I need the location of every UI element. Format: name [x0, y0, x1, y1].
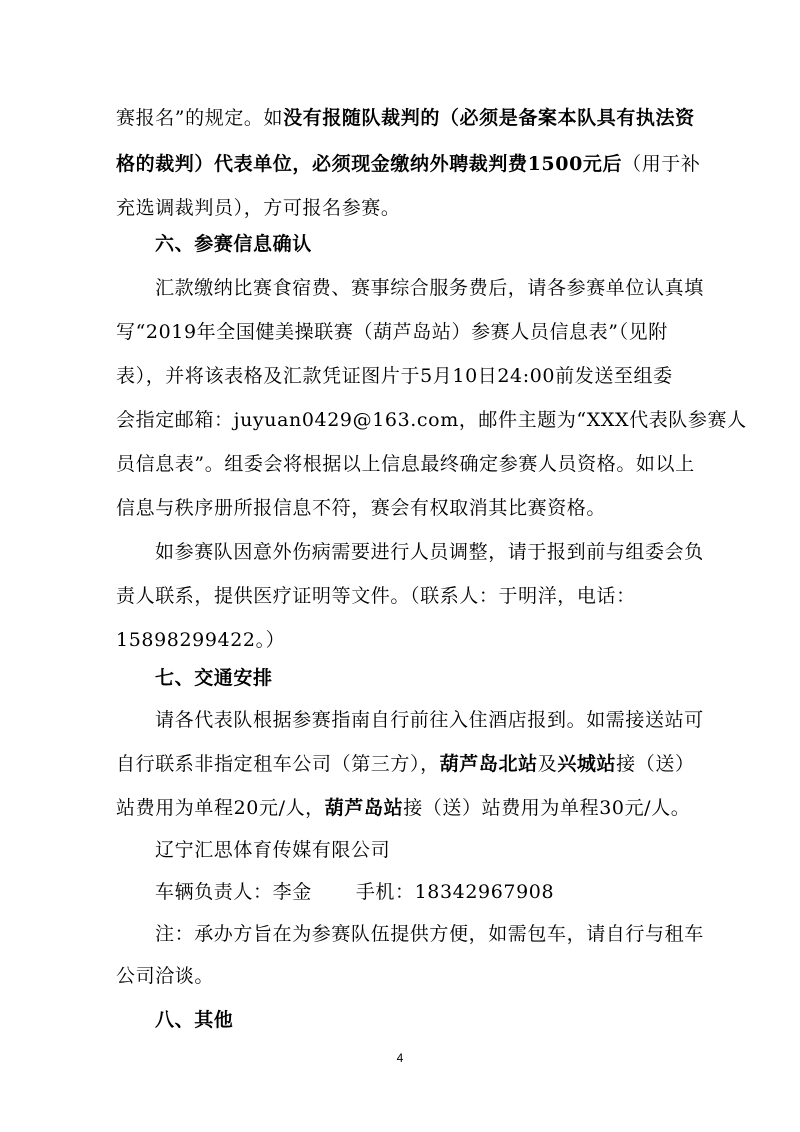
para1-line2-amount: 1500元后	[527, 153, 623, 175]
section6-p2-line1: 如参赛队因意外伤病需要进行人员调整，请于报到前与组委会负	[155, 541, 704, 563]
section7-p1-line3-end: 接（送）站费用为单程30元/人。	[403, 797, 691, 819]
station-xingcheng: 兴城站	[557, 753, 617, 775]
section6-p1-line4: 会指定邮箱：juyuan0429@163.com，邮件主题为“XXX代表队参赛人	[116, 409, 747, 431]
section6-p1-line6: 信息与秩序册所报信息不符，赛会有权取消其比赛资格。	[116, 497, 607, 519]
page-number: 4	[396, 1051, 404, 1065]
section7-p1-line3	[116, 796, 690, 820]
para1-line2-text: （用于补	[622, 153, 701, 175]
para1-line2-bold: 格的裁判）代表单位，必须现金缴纳外聘裁判费	[116, 153, 528, 175]
section7-p1-line2-conj: 及	[537, 753, 558, 775]
station-huludao: 葫芦岛站	[324, 797, 404, 819]
section6-p1-line3: 表），并将该表格及汇款凭证图片于5月10日24:00前发送至组委	[116, 365, 673, 387]
para1-line2	[116, 152, 701, 176]
para1-line1	[116, 106, 695, 130]
vehicle-contact-line	[155, 880, 554, 904]
para1-line1-bold: 没有报随队裁判的（必须是备案本队具有执法资	[283, 107, 695, 129]
section6-heading: 六、参赛信息确认	[155, 233, 312, 255]
section6-p1-line5: 员信息表”。组委会将根据以上信息最终确定参赛人员资格。如以上	[116, 453, 695, 475]
vehicle-phone: 手机：18342967908	[355, 881, 555, 903]
para1-line1-text: 赛报名”的规定。如	[116, 107, 284, 129]
section7-p1-line3-text: 站费用为单程20元/人，	[116, 797, 325, 819]
section8-heading: 八、其他	[155, 1009, 234, 1031]
section6-p2-line2: 责人联系，提供医疗证明等文件。（联系人：于明洋，电话：	[116, 585, 636, 607]
section7-p1-line2	[116, 752, 695, 776]
section7-p1-line2-text: 自行联系非指定租车公司（第三方），	[116, 753, 440, 775]
vehicle-contact: 车辆负责人：李金	[155, 881, 312, 903]
section6-p1-line1: 汇款缴纳比赛食宿费、赛事综合服务费后，请各参赛单位认真填	[155, 277, 704, 299]
section7-p1-line2-end: 接（送）	[616, 753, 695, 775]
section7-p1-line1: 请各代表队根据参赛指南自行前往入住酒店报到。如需接送站可	[155, 709, 704, 731]
company-name: 辽宁汇思体育传媒有限公司	[155, 839, 391, 861]
section7-heading: 七、交通安排	[155, 667, 273, 689]
section6-p1-line2: 写“2019年全国健美操联赛（葫芦岛站）参赛人员信息表”（见附	[116, 321, 668, 343]
note-line1: 注：承办方旨在为参赛队伍提供方便，如需包车，请自行与租车	[155, 923, 704, 945]
para1-line3: 充选调裁判员），方可报名参赛。	[116, 197, 401, 219]
station-huludao-north: 葫芦岛北站	[439, 753, 538, 775]
section6-p2-line3: 15898299422。）	[116, 629, 286, 651]
note-line2: 公司洽谈。	[116, 965, 215, 987]
